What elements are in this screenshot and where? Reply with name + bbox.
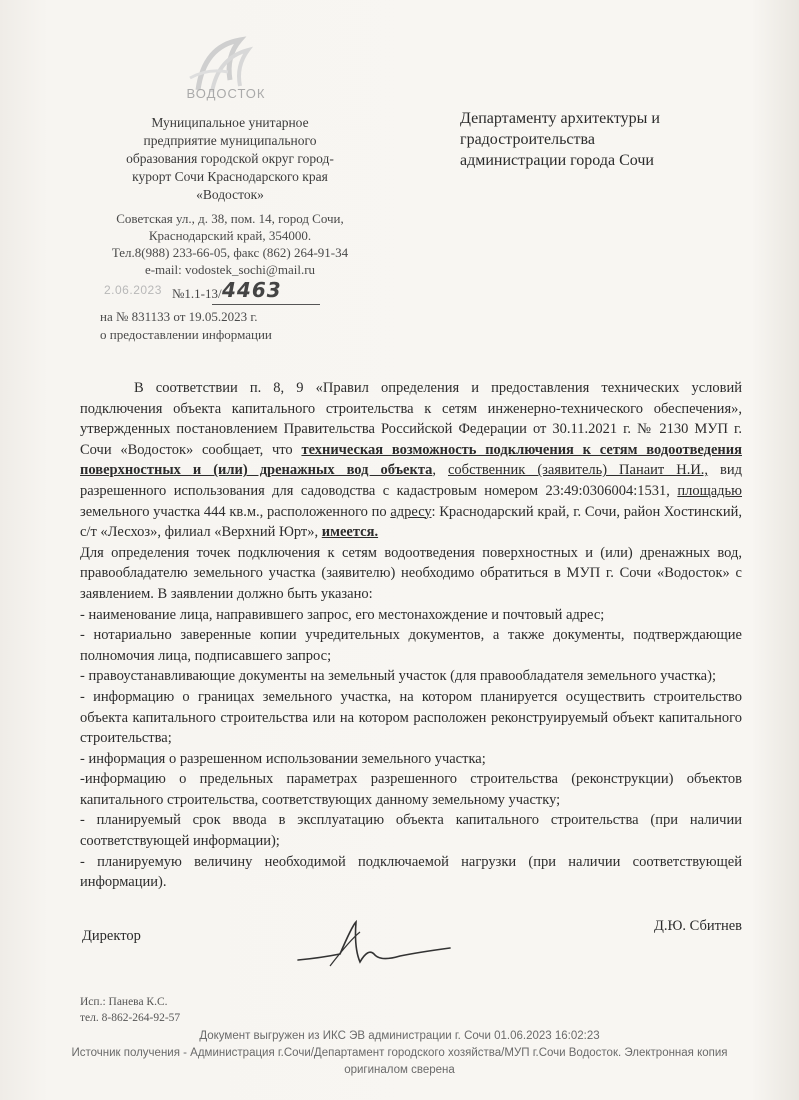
outgoing-number: №1.1-13/ [172, 286, 222, 301]
paragraph-main [80, 378, 742, 543]
address-line: Краснодарский край, 354000. [148, 228, 312, 243]
executor-block [80, 994, 180, 1026]
letter-body [80, 378, 742, 893]
highlighted-statement: техническая возможность подключения к сетям водоотведения поверхностных и (или) дренажных вод объекта [80, 441, 742, 479]
list-item: - информацию о границах земельного участка, на котором планируется осуществить строительство объекта капитального строительства или на котором расположен реконструируемый объект капитального строительства; [80, 688, 742, 747]
letter-subject: о предоставлении информации [100, 327, 272, 342]
list-item: - нотариально заверенные копии учредительных документов, а также документы, подтверждающие полномочия лица, подписавшего запрос; [80, 627, 742, 664]
text-run: : Краснодарский край, г. Сочи, район Хостинский, с/т «Лесхоз», филиал «Верхний Юрт», [80, 503, 742, 541]
handwritten-signature-icon [290, 918, 460, 978]
org-line: предприятие муниципального [143, 133, 317, 148]
number-underline [212, 304, 320, 305]
text-run: В соответствии п. 8, 9 «Правил определения и предоставления технических условий подключения объекта капитального строительства к сетям инженерно-технического обеспечения», утвержденных постановлением Правительства Российской Федерации от 30.11.2021 г. № 2130 МУП г. Сочи «Водосток» сообщает, что [80, 380, 742, 458]
signer-name: Д.Ю. Сбитнев [653, 918, 742, 934]
paragraph-requirements: Для определения точек подключения к сетям водоотведения поверхностных и (или) дренажных вод, правообладателю земельного участка (заявителю) необходимо обратиться в МУП г. Сочи «Водосток» с заявлением. В заявлении должно быть указано: [80, 544, 742, 602]
footer-line: Документ выгружен из ИКС ЭВ администрации г. Сочи 01.06.2023 16:02:23 [199, 1030, 600, 1042]
recipient-block [460, 108, 760, 171]
footer-line: оригиналом сверена [344, 1064, 455, 1076]
executor-name: Исп.: Панева К.С. [80, 996, 168, 1008]
text-run: земельного участка 444 кв.м., расположенного по [80, 503, 391, 520]
export-footer [0, 1028, 799, 1079]
owner-name: собственник (заявитель) Панаит Н.И., [448, 462, 709, 479]
org-line: образования городской округ город- [126, 151, 334, 166]
org-line: Муниципальное унитарное [151, 115, 309, 130]
area-label: площадью [677, 482, 742, 499]
list-item: - информация о разрешенном использовании земельного участка; [80, 750, 486, 767]
recipient-line: администрации города Сочи [460, 152, 654, 169]
list-item: - планируемую величину необходимой подключаемой нагрузки (при наличии соответствующей информации). [80, 853, 742, 891]
text-run: , [432, 462, 448, 479]
handwritten-number: 4463 [222, 278, 282, 302]
phone-line: Тел.8(988) 233-66-05, факс (862) 264-91-34 [111, 245, 349, 260]
address-label: адресу [390, 503, 432, 520]
recipient-line: Департаменту архитектуры и [460, 110, 660, 127]
recipient-line: градостроительства [460, 131, 595, 148]
list-item: -информацию о предельных параметрах разрешенного строительства (реконструкции) объектов капитального строительства, соответствующих данному земельному участку; [80, 771, 742, 808]
logo-text: ВОДОСТОК [186, 86, 266, 101]
text-run: вид разрешенного использования для садоводства с кадастровым номером 23:49:0306004:1531, [80, 462, 743, 499]
executor-phone: тел. 8-862-264-92-57 [80, 1012, 181, 1024]
reference-number: на № 831133 от 19.05.2023 г. [100, 309, 258, 324]
registration-line [100, 278, 340, 306]
organization-contacts [80, 210, 380, 278]
footer-line: Источник получения - Администрация г.Сочи/Департамент городского хозяйства/МУП г.Сочи Водосток. Электронная копия [71, 1047, 728, 1059]
address-line: Советская ул., д. 38, пом. 14, город Сочи, [116, 211, 344, 226]
date-stamp: 2.06.2023 [104, 283, 162, 297]
list-item: - правоустанавливающие документы на земельный участок (для правообладателя земельного участка); [80, 668, 716, 685]
email-line: e-mail: vodostek_sochi@mail.ru [144, 262, 316, 277]
conclusion: имеется. [321, 524, 379, 541]
org-line: курорт Сочи Краснодарского края [132, 169, 328, 184]
organization-name [80, 114, 380, 204]
org-line: «Водосток» [196, 187, 264, 202]
list-item: - наименование лица, направившего запрос, его местонахождение и почтовый адрес; [80, 606, 605, 623]
list-item: - планируемый срок ввода в эксплуатацию объекта капитального строительства (при наличии соответствующей информации); [80, 812, 742, 850]
reference-block [100, 308, 360, 344]
signer-position: Директор [82, 928, 141, 944]
